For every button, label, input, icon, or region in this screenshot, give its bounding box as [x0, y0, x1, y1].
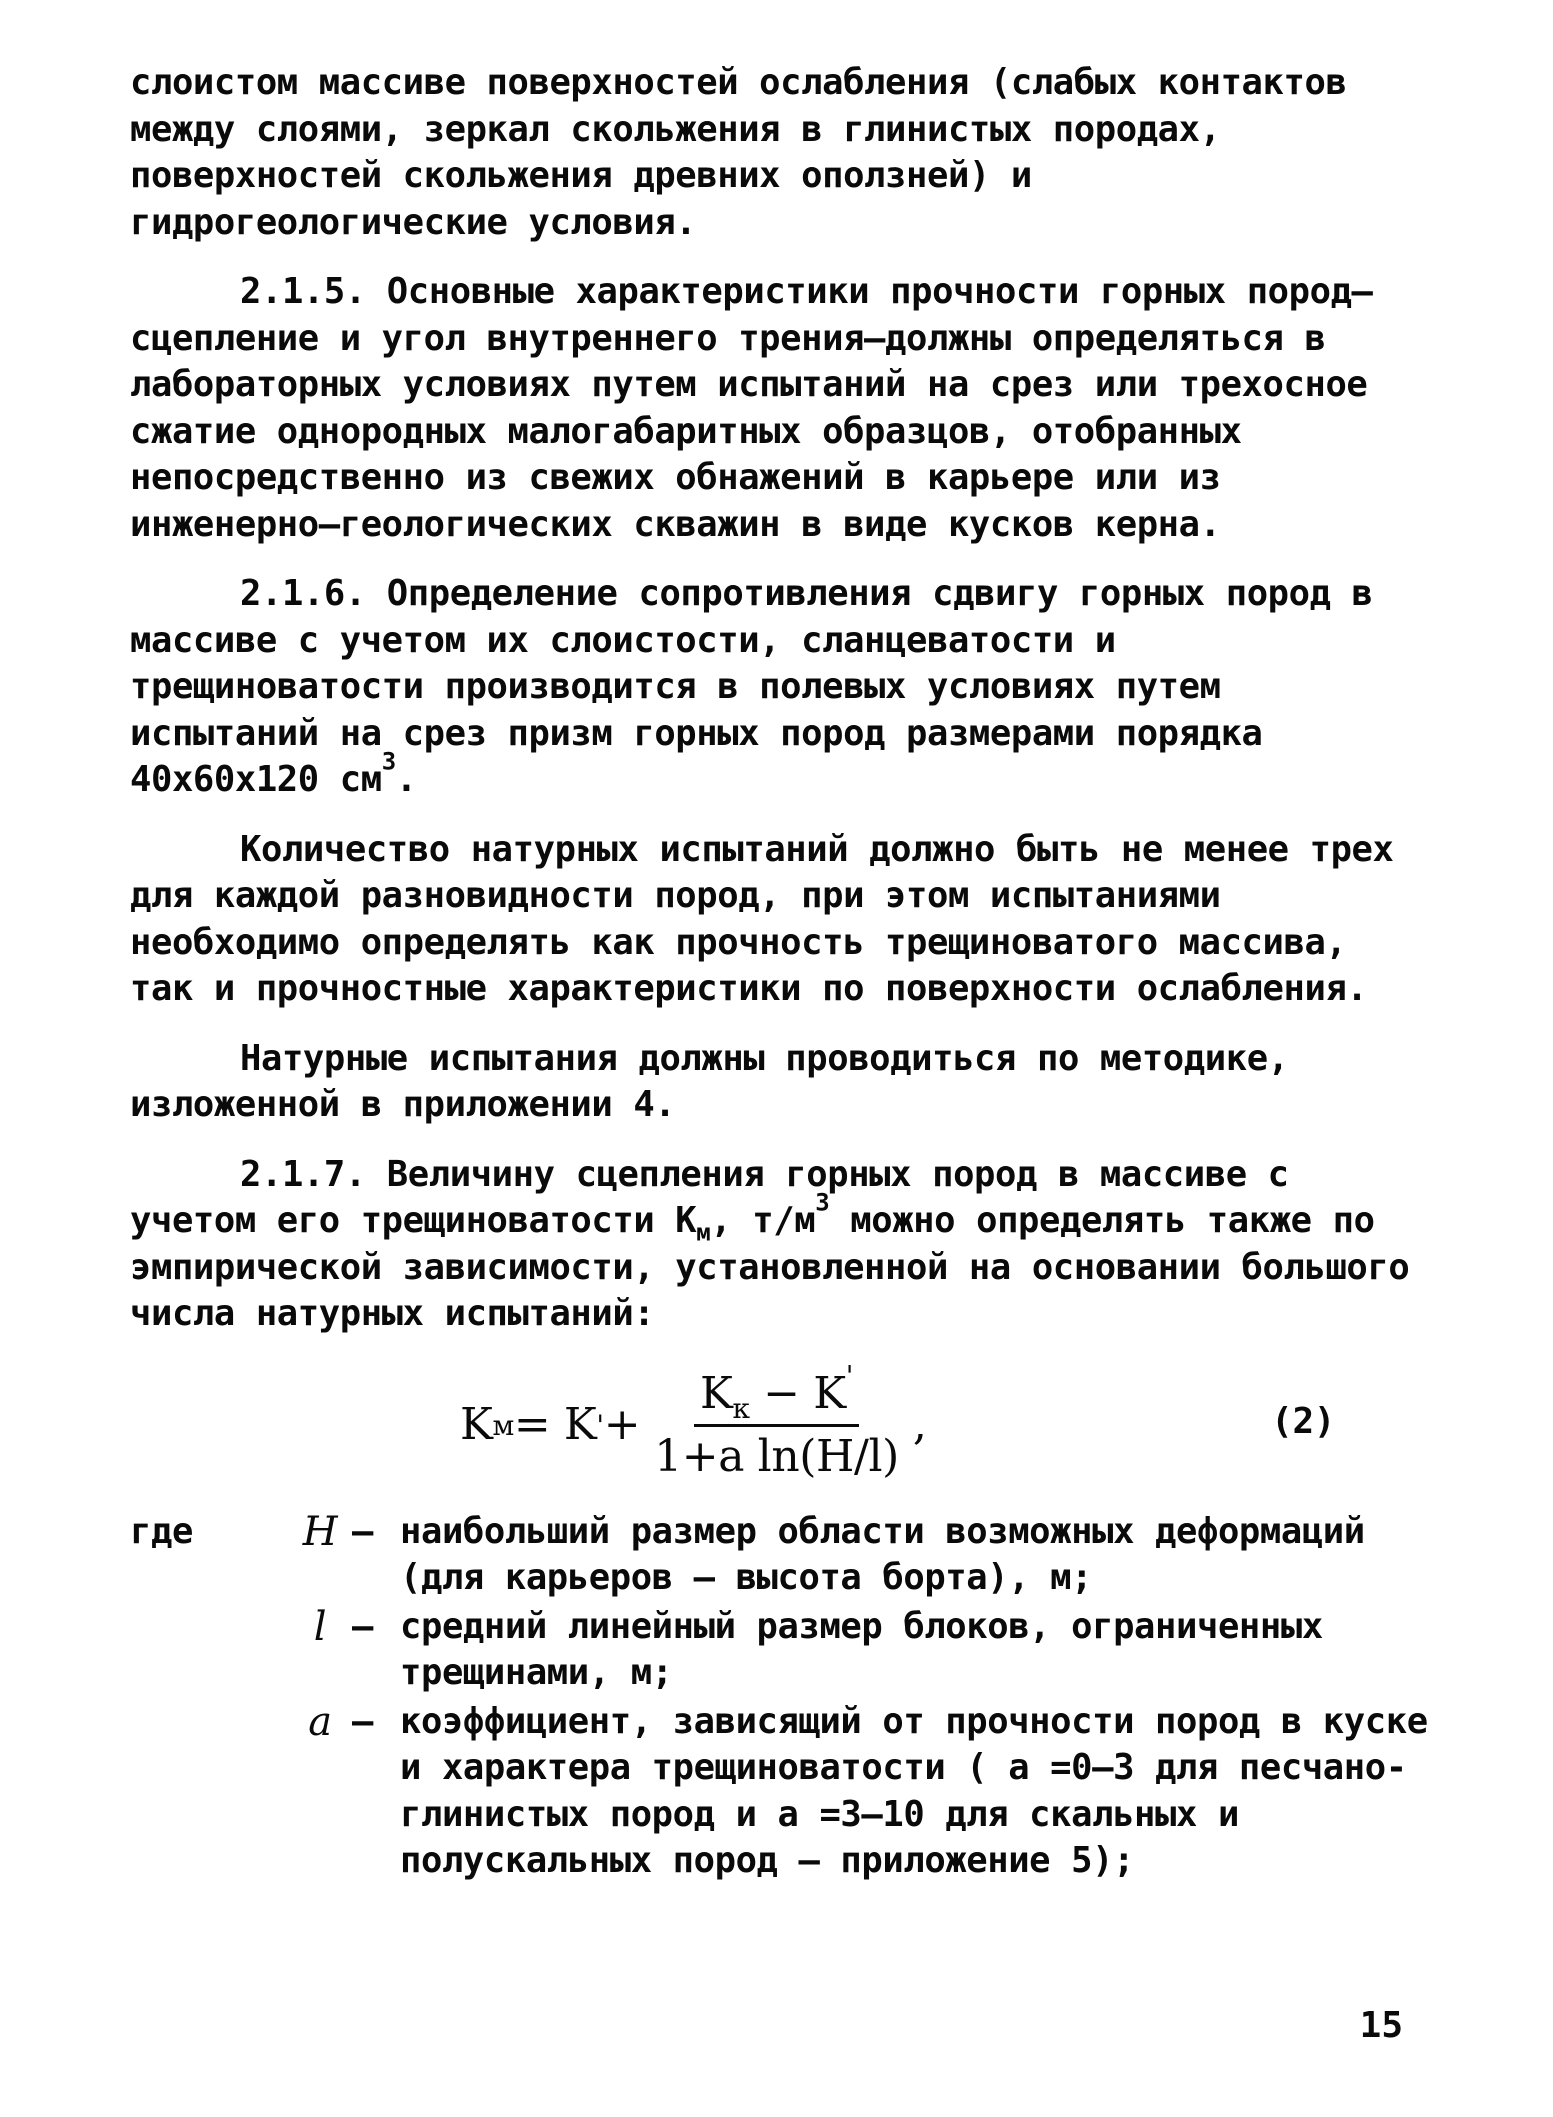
formula-2: K м = K ' + $\frac{K_к - K'}{\text{1+a ln(H/l)}}$ , — [460, 1359, 927, 1482]
unit-superscript: 3 — [815, 1188, 830, 1217]
paragraph-2-1-7-a: 2.1.7. Величину сцепления горных пород в массиве с учетом его трещиноватости K — [130, 1153, 1289, 1241]
cube-superscript: 3 — [381, 747, 396, 776]
equation-number: (2) — [1271, 1400, 1335, 1442]
definition-l — [130, 1604, 1430, 1697]
formula-numerator — [694, 1359, 859, 1427]
formula-num-k: K — [700, 1368, 733, 1419]
definition-symbol: H — [302, 1508, 338, 1555]
formula-lhs: K — [460, 1399, 493, 1451]
definition-dash: – — [352, 1700, 373, 1742]
definition-dash: – — [352, 1510, 373, 1552]
paragraph-2-1-6-text: 2.1.6. Определение сопротивления сдвигу горных пород в массиве с учетом их слоистости, сланцеватости и трещиноватости производится в полевых условиях путем испытаний на срез призм горных пород размерами порядка 40х60х120 см — [130, 573, 1373, 800]
paragraph-2-1-7 — [130, 1152, 1430, 1338]
paragraph-2-1-6-end: . — [395, 759, 417, 800]
formula-fraction — [648, 1359, 905, 1483]
paragraph-field-tests: Натурные испытания должны проводиться по методике, изложенной в приложении 4. — [130, 1037, 1289, 1125]
page-number: 15 — [1359, 2005, 1403, 2046]
km-subscript: м — [696, 1218, 711, 1247]
definition-symbol: l — [313, 1603, 327, 1650]
definition-a — [130, 1699, 1430, 1885]
definition-text: средний линейный размер блоков, ограниченных трещинами, м; — [400, 1605, 1323, 1693]
formula-comma: , — [912, 1399, 927, 1451]
where-label: где — [130, 1510, 193, 1552]
document-page — [130, 60, 1430, 1887]
paragraph-test-count: Количество натурных испытаний должно быть не менее трех для каждой разновидности пород, при этом испытаниями необходимо определять как прочность трещиноватого массива, так и прочностные характеристики по поверхности ослабления. — [130, 828, 1394, 1009]
formula-num-rest: − K — [749, 1368, 846, 1419]
definition-symbol: a — [308, 1698, 332, 1745]
definition-text: коэффициент, зависящий от прочности пород в куске и характера трещиноватости ( a =0–3 для песчано-глинистых пород и a =3–10 для скальных и полускальных пород – приложение 5); — [400, 1700, 1428, 1881]
paragraph-2-1-7-c: можно определять также по эмпирической зависимости, установленной на основании большого числа натурных испытаний: — [130, 1200, 1410, 1334]
formula-denominator: 1+a ln(H/l) — [654, 1431, 899, 1482]
formula-num-k-sub: к — [732, 1391, 750, 1425]
formula-num-prime: ' — [845, 1359, 854, 1393]
definition-text: наибольший размер области возможных деформаций (для карьеров – высота борта), м; — [400, 1510, 1365, 1598]
paragraph-2-1-5: 2.1.5. Основные характеристики прочности горных пород–сцепление и угол внутреннего трения–должны определяться в лабораторных условиях путем испытаний на срез или трехосное сжатие однородных малогабаритных образцов, отобранных непосредственно из свежих обнажений в карьере или из инженерно–геологических скважин в виде кусков керна. — [130, 271, 1373, 545]
formula-plus: + — [603, 1399, 641, 1451]
definition-H — [130, 1509, 1430, 1602]
formula-row — [130, 1361, 1430, 1491]
paragraph-2-1-7-b: , т/м — [710, 1200, 816, 1241]
formula-eq: = K — [513, 1399, 597, 1451]
definition-dash: – — [352, 1605, 373, 1647]
paragraph-2-1-6 — [130, 571, 1430, 804]
definitions-list — [130, 1509, 1430, 1885]
paragraph-intro: слоистом массиве поверхностей ослабления (слабых контактов между слоями, зеркал скольжения в глинистых породах, поверхностей скольжения древних оползней) и гидрогеологические условия. — [130, 62, 1347, 243]
